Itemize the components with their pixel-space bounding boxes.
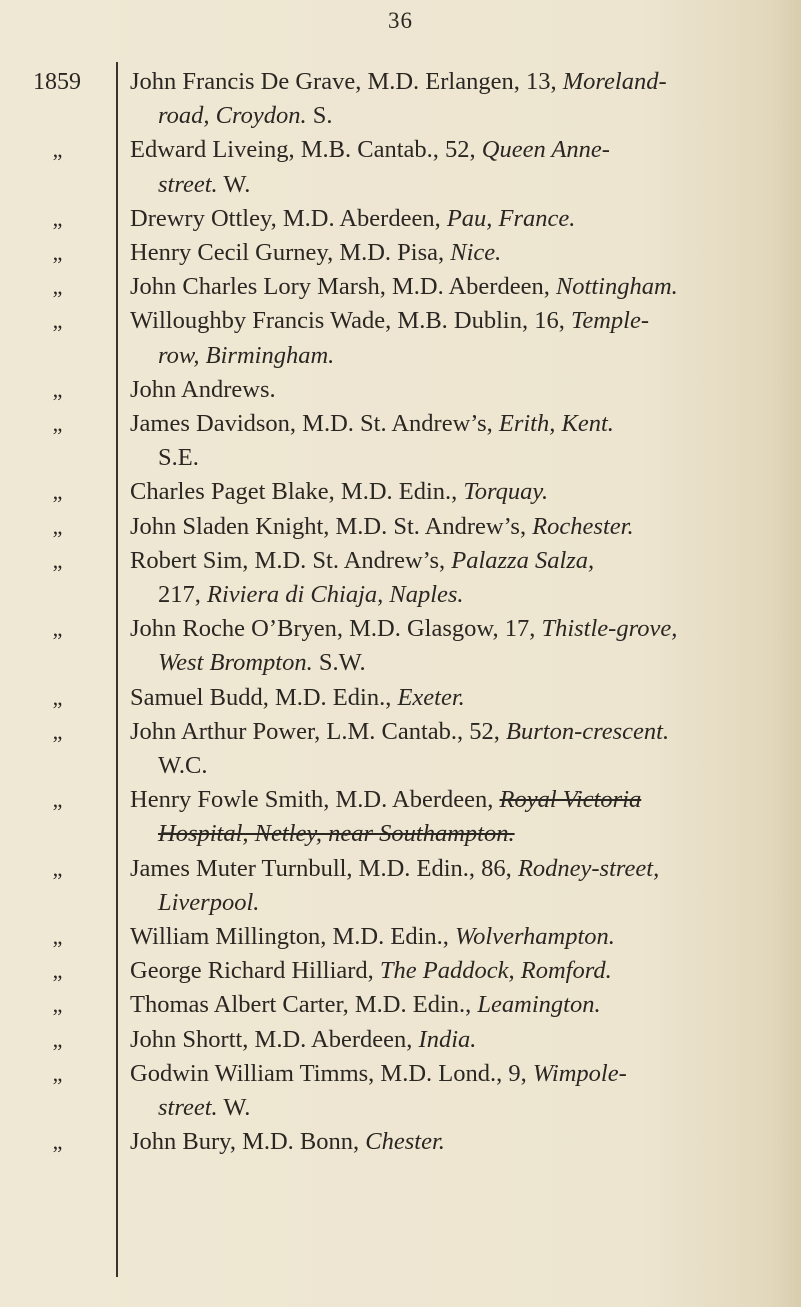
member-entry: [0, 612, 801, 680]
ditto-mark: „: [52, 1129, 62, 1155]
member-entry: [0, 1125, 801, 1159]
address-text: Rodney-street,: [517, 854, 660, 882]
entry-text: [130, 270, 766, 304]
member-entry: [0, 1023, 801, 1057]
ditto-mark: „: [52, 924, 62, 950]
entry-text: [130, 236, 766, 270]
entry-line: [130, 1023, 766, 1057]
ditto-mark: „: [52, 855, 62, 881]
ditto-mark: „: [52, 1060, 62, 1086]
address-text: Nottingham.: [555, 273, 678, 301]
name-text: S.W.: [312, 649, 366, 677]
ditto-mark: „: [52, 137, 62, 163]
entry-text: [130, 373, 766, 407]
entry-text: [130, 612, 766, 680]
member-entry: [0, 373, 801, 407]
address-text: India.: [418, 1025, 477, 1053]
ditto-mark: „: [52, 513, 62, 539]
entry-text: [130, 1023, 766, 1057]
address-text: Rochester.: [532, 512, 634, 540]
member-entry: [0, 954, 801, 988]
entry-line: [130, 715, 766, 749]
address-text: Palazza Salza,: [451, 546, 595, 574]
entry-line: [130, 304, 766, 338]
entry-line: [130, 65, 766, 99]
name-text: John Francis De Grave, M.D. Erlangen, 13,: [130, 68, 563, 95]
name-text: W.: [217, 170, 251, 198]
address-text: row, Birmingham.: [158, 341, 335, 369]
member-entry: [0, 475, 801, 509]
member-entry: [0, 65, 801, 133]
name-text: Charles Paget Blake, M.D. Edin.,: [130, 478, 464, 506]
entry-line: [130, 133, 766, 167]
entry-text: [130, 681, 766, 715]
entry-continuation-line: [130, 578, 766, 612]
address-text: Wimpole-: [532, 1059, 627, 1087]
page-number: 36: [388, 8, 413, 33]
ditto-mark: „: [52, 684, 62, 710]
address-text: Nice.: [450, 239, 502, 267]
entry-text: [130, 475, 766, 509]
name-text: John Shortt, M.D. Aberdeen,: [130, 1025, 419, 1053]
name-text: James Davidson, M.D. St. Andrew’s,: [130, 410, 499, 438]
name-text: William Millington, M.D. Edin.,: [130, 923, 455, 951]
entry-text: [130, 133, 766, 201]
struck-text: Hospital, Netley, near Southampton.: [158, 820, 515, 848]
name-text: John Sladen Knight, M.D. St. Andrew’s,: [130, 512, 533, 540]
ditto-mark: „: [52, 308, 62, 334]
name-text: Henry Fowle Smith, M.D. Aberdeen,: [130, 786, 500, 814]
struck-text: Royal Victoria: [499, 786, 642, 814]
entry-continuation-line: [130, 1091, 766, 1125]
name-text: Samuel Budd, M.D. Edin.,: [130, 683, 398, 711]
member-entry: [0, 783, 801, 851]
address-text: Erith, Kent.: [498, 410, 614, 438]
address-text: The Paddock, Romford.: [379, 957, 612, 985]
address-text: street.: [158, 170, 218, 198]
address-text: Exeter.: [397, 683, 465, 711]
address-text: Wolverhampton.: [455, 923, 615, 951]
member-entry: [0, 510, 801, 544]
name-text: Godwin William Timms, M.D. Lond., 9,: [130, 1059, 533, 1087]
name-text: W.: [217, 1094, 251, 1122]
member-entry: [0, 715, 801, 783]
entry-line: [130, 270, 766, 304]
entry-line: [130, 612, 766, 646]
entry-text: [130, 1125, 766, 1159]
entry-line: [130, 510, 766, 544]
member-entry: [0, 133, 801, 201]
name-text: Thomas Albert Carter, M.D. Edin.,: [130, 991, 478, 1019]
member-entry: [0, 920, 801, 954]
address-text: Torquay.: [463, 478, 549, 506]
entry-line: [130, 852, 766, 886]
address-text: road, Croydon.: [158, 102, 307, 130]
entry-line: [130, 783, 766, 817]
address-text: Moreland-: [562, 68, 667, 95]
address-text: Leamington.: [477, 991, 601, 1019]
address-text: Burton-crescent.: [506, 717, 670, 745]
entry-continuation-line: [130, 168, 766, 202]
ditto-mark: „: [52, 958, 62, 984]
ditto-mark: „: [52, 411, 62, 437]
member-entry: [0, 407, 801, 475]
name-text: John Arthur Power, L.M. Cantab., 52,: [130, 717, 507, 745]
year-label: 1859: [33, 69, 81, 95]
name-text: Robert Sim, M.D. St. Andrew’s,: [130, 546, 452, 574]
entry-continuation-line: [130, 441, 766, 475]
entry-line: [130, 236, 766, 270]
member-entry: [0, 270, 801, 304]
ditto-mark: „: [52, 479, 62, 505]
name-text: John Bury, M.D. Bonn,: [130, 1128, 366, 1156]
entry-line: [130, 373, 766, 407]
entry-line: [130, 1057, 766, 1091]
name-text: S.E.: [158, 444, 199, 472]
entry-text: [130, 954, 766, 988]
name-text: Edward Liveing, M.B. Cantab., 52,: [130, 136, 482, 164]
name-text: Henry Cecil Gurney, M.D. Pisa,: [130, 239, 451, 267]
entry-text: [130, 1057, 766, 1125]
address-text: West Brompton.: [158, 649, 313, 677]
entry-continuation-line: [130, 339, 766, 373]
entry-continuation-line: [130, 646, 766, 680]
ditto-mark: „: [52, 547, 62, 573]
address-text: Queen Anne-: [481, 136, 610, 164]
name-text: W.C.: [158, 752, 208, 780]
entry-text: [130, 510, 766, 544]
name-text: 217,: [158, 581, 207, 609]
entry-text: [130, 304, 766, 372]
name-text: Willoughby Francis Wade, M.B. Dublin, 16,: [130, 307, 571, 335]
member-entry: [0, 1057, 801, 1125]
entry-text: [130, 988, 766, 1022]
entry-text: [130, 783, 766, 851]
member-list: [0, 65, 801, 1160]
ditto-mark: „: [52, 992, 62, 1018]
name-text: George Richard Hilliard,: [130, 957, 380, 985]
name-text: S.: [306, 102, 333, 130]
entry-line: [130, 1125, 766, 1159]
name-text: James Muter Turnbull, M.D. Edin., 86,: [130, 854, 518, 882]
entry-continuation-line: [130, 749, 766, 783]
member-entry: [0, 852, 801, 920]
ditto-mark: „: [52, 787, 62, 813]
member-entry: [0, 202, 801, 236]
ditto-mark: „: [52, 205, 62, 231]
entry-line: [130, 920, 766, 954]
entry-line: [130, 475, 766, 509]
address-text: Pau, France.: [446, 204, 576, 232]
ditto-mark: „: [52, 616, 62, 642]
ditto-mark: „: [52, 274, 62, 300]
ditto-mark: „: [52, 718, 62, 744]
entry-line: [130, 681, 766, 715]
entry-text: [130, 852, 766, 920]
name-text: John Roche O’Bryen, M.D. Glasgow, 17,: [130, 615, 542, 643]
member-entry: [0, 236, 801, 270]
address-text: Chester.: [365, 1128, 445, 1156]
member-entry: [0, 544, 801, 612]
entry-text: [130, 202, 766, 236]
address-text: street.: [158, 1094, 218, 1122]
entry-line: [130, 544, 766, 578]
address-text: Liverpool.: [158, 888, 260, 916]
entry-continuation-line: [130, 886, 766, 920]
entry-text: [130, 715, 766, 783]
entry-text: [130, 920, 766, 954]
name-text: John Charles Lory Marsh, M.D. Aberdeen,: [130, 273, 556, 301]
entry-line: [130, 988, 766, 1022]
ditto-mark: „: [52, 376, 62, 402]
member-entry: [0, 304, 801, 372]
entry-line: [130, 407, 766, 441]
address-text: Riviera di Chiaja, Naples.: [207, 581, 464, 609]
address-text: Temple-: [570, 307, 650, 335]
address-text: Thistle-grove,: [541, 615, 678, 643]
ditto-mark: „: [52, 240, 62, 266]
ditto-mark: „: [52, 1026, 62, 1052]
entry-text: [130, 407, 766, 475]
name-text: John Andrews.: [130, 375, 276, 403]
entry-continuation-line: [130, 817, 766, 851]
entry-line: [130, 954, 766, 988]
entry-text: [130, 544, 766, 612]
entry-text: [130, 65, 766, 133]
entry-continuation-line: [130, 99, 766, 133]
name-text: Drewry Ottley, M.D. Aberdeen,: [130, 204, 447, 232]
member-entry: [0, 681, 801, 715]
entry-line: [130, 202, 766, 236]
member-entry: [0, 988, 801, 1022]
